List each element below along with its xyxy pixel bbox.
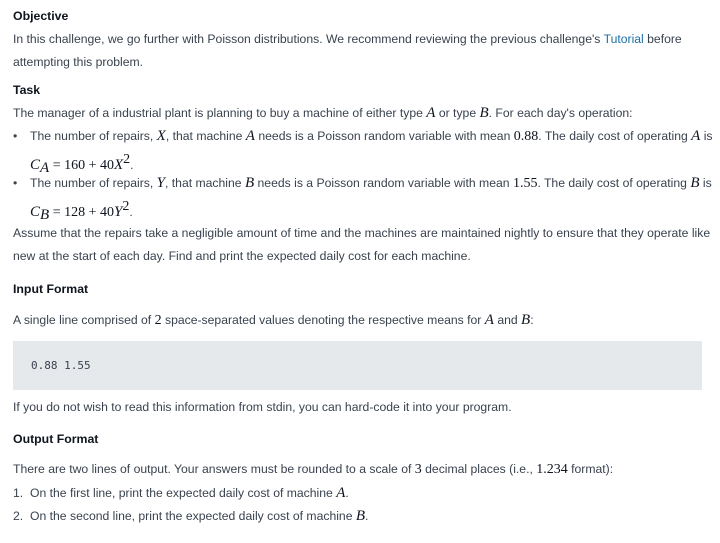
- output-format-heading: Output Format: [13, 432, 99, 446]
- task-intro: The manager of a industrial plant is planning to buy a machine of either type A or type B. For each day's operation:: [13, 105, 633, 121]
- input-format-heading: Input Format: [13, 282, 89, 296]
- list-item: 2. On the second line, print the expected daily cost of machine B.: [13, 508, 369, 524]
- input-format-description: A single line comprised of 2 space-separated values denoting the respective means for A and B:: [13, 312, 534, 328]
- task-heading: Task: [13, 83, 41, 97]
- assumption-line1: Assume that the repairs take a negligible amount of time and the machines are maintained nightly to ensure that they operate like: [13, 226, 711, 240]
- list-item: • The number of repairs, Y, that machine B needs is a Poisson random variable with mean 1.55. The daily cost of operating B is: [13, 172, 712, 195]
- objective-paragraph-line1: In this challenge, we go further with Poisson distributions. We recommend reviewing the previous challenge's Tutorial before: [13, 32, 682, 46]
- formula-cost-a: $C_A = 160 + 40X^2$.: [30, 152, 134, 176]
- input-format-note: If you do not wish to read this information from stdin, you can hard-code it into your program.: [13, 400, 512, 414]
- objective-heading: Objective: [13, 9, 69, 23]
- sample-input-code-block: 0.88 1.55: [13, 341, 702, 390]
- objective-paragraph-line2: attempting this problem.: [13, 55, 144, 69]
- list-item: 1. On the first line, print the expected daily cost of machine A.: [13, 485, 349, 501]
- list-item: • The number of repairs, X, that machine A needs is a Poisson random variable with mean 0.88. The daily cost of operating A is: [13, 125, 713, 148]
- assumption-line2: new at the start of each day. Find and print the expected daily cost for each machine.: [13, 249, 471, 263]
- output-format-description: There are two lines of output. Your answers must be rounded to a scale of 3 decimal places (i.e., 1.234 format):: [13, 462, 614, 477]
- bullet-icon: •: [13, 129, 18, 143]
- bullet-icon: •: [13, 176, 18, 190]
- formula-cost-b: $C_B = 128 + 40Y^2$.: [30, 199, 133, 223]
- tutorial-link[interactable]: Tutorial: [603, 32, 644, 46]
